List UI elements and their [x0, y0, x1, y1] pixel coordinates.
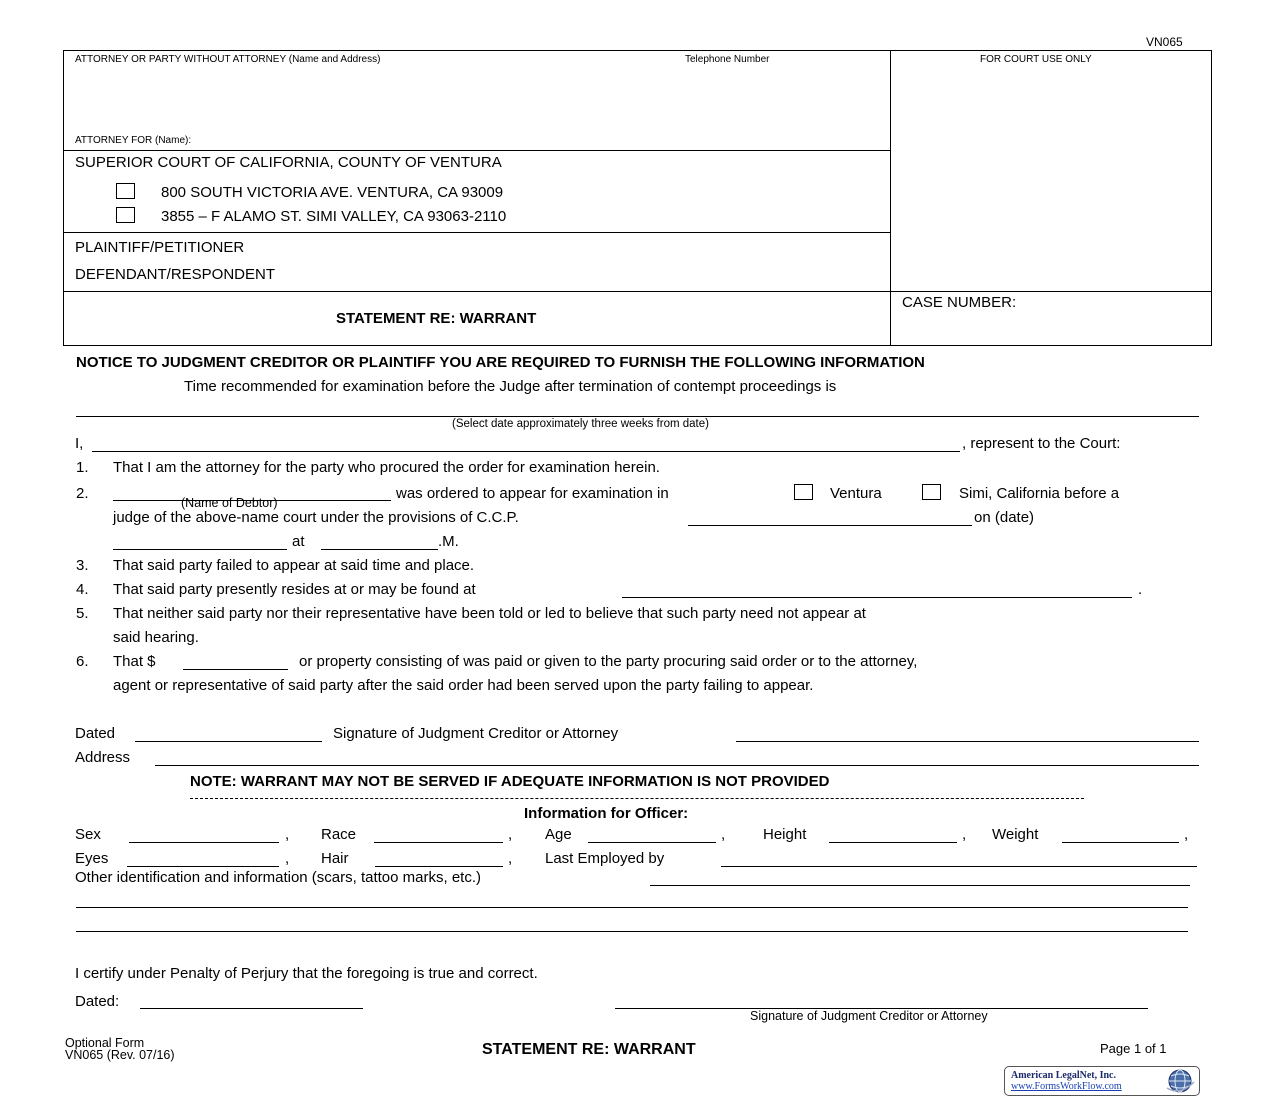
comma-5: , [1184, 826, 1189, 843]
item2-ordered-text: was ordered to appear for examination in [396, 485, 669, 502]
at-label: at [292, 533, 305, 550]
item1-text: That I am the attorney for the party who procured the order for examination herein. [113, 459, 660, 476]
item6-that: That $ [113, 653, 156, 670]
item4-num: 4. [76, 581, 89, 598]
ventura-checkbox[interactable] [794, 484, 813, 500]
ventura-label: Ventura [830, 485, 882, 502]
notice-time-text: Time recommended for examination before the Judge after termination of contempt proceedings is [184, 378, 837, 395]
footer-title: STATEMENT RE: WARRANT [482, 1041, 696, 1058]
signature-label: Signature of Judgment Creditor or Attorney [333, 725, 619, 742]
comma-2: , [508, 826, 513, 843]
notice-heading: NOTICE TO JUDGMENT CREDITOR OR PLAINTIFF YOU ARE REQUIRED TO FURNISH THE FOLLOWING INFORMATION [76, 354, 925, 371]
officer-heading: Information for Officer: [524, 805, 689, 822]
other-id-field[interactable] [650, 885, 1190, 886]
header-divider [890, 50, 891, 346]
other-id-line-3[interactable] [76, 931, 1188, 932]
item4-text: That said party presently resides at or may be found at [113, 581, 476, 598]
header-rule-2 [63, 232, 890, 233]
certify-dated-line[interactable] [140, 1008, 363, 1009]
select-date-hint: (Select date approximately three weeks from date) [452, 418, 709, 430]
height-field[interactable] [829, 842, 957, 843]
name-of-debtor-hint: (Name of Debtor) [181, 496, 278, 510]
item2-num: 2. [76, 485, 89, 502]
item3-text: That said party failed to appear at said time and place. [113, 557, 475, 574]
item6-line2: agent or representative of said party after the said order had been served upon the party failing to appear. [113, 677, 814, 694]
amount-line[interactable] [183, 669, 288, 670]
hair-field[interactable] [375, 866, 503, 867]
race-label: Race [321, 826, 357, 843]
court-use-label: FOR COURT USE ONLY [980, 54, 1092, 65]
case-number-label: CASE NUMBER: [902, 294, 1017, 311]
item1-num: 1. [76, 459, 89, 476]
attorney-label: ATTORNEY OR PARTY WITHOUT ATTORNEY (Name and Address) [75, 54, 381, 65]
item4-end: . [1138, 581, 1143, 598]
race-field[interactable] [374, 842, 503, 843]
other-id-line-2[interactable] [76, 907, 1188, 908]
form-revision: VN065 (Rev. 07/16) [65, 1048, 175, 1062]
address1: 800 SOUTH VICTORIA AVE. VENTURA, CA 93009 [161, 184, 504, 201]
address-line[interactable] [155, 765, 1199, 766]
comma-3: , [721, 826, 726, 843]
simi-label: Simi, California before a [959, 485, 1120, 502]
age-label: Age [545, 826, 572, 843]
page-number: Page 1 of 1 [1100, 1041, 1167, 1056]
dated-line[interactable] [135, 741, 322, 742]
eyes-field[interactable] [127, 866, 279, 867]
logo-url[interactable]: www.FormsWorkFlow.com [1011, 1081, 1122, 1092]
signature-line[interactable] [736, 741, 1199, 742]
exam-date-field[interactable] [113, 549, 287, 550]
simi-checkbox[interactable] [922, 484, 941, 500]
telephone-label: Telephone Number [685, 54, 770, 65]
hair-label: Hair [321, 850, 349, 867]
globe-icon [1165, 1068, 1195, 1094]
i-label: I, [75, 435, 84, 452]
address-label: Address [75, 749, 131, 766]
address1-checkbox[interactable] [116, 183, 135, 199]
form-code: VN065 [1146, 35, 1183, 49]
ccp-line[interactable] [688, 525, 972, 526]
item5-line1: That neither said party nor their representative have been told or led to believe that such party need not appear at [113, 605, 866, 622]
warrant-note: NOTE: WARRANT MAY NOT BE SERVED IF ADEQUATE INFORMATION IS NOT PROVIDED [190, 773, 830, 790]
age-field[interactable] [588, 842, 716, 843]
comma-4: , [962, 826, 967, 843]
comma-7: , [508, 850, 513, 867]
header-rule-3 [63, 291, 1212, 292]
item6-num: 6. [76, 653, 89, 670]
weight-label: Weight [992, 826, 1039, 843]
exam-date-line[interactable] [76, 416, 1199, 417]
represent-text: , represent to the Court: [962, 435, 1121, 452]
certify-dated-label: Dated: [75, 993, 120, 1010]
plaintiff-label: PLAINTIFF/PETITIONER [75, 239, 245, 256]
dated-label: Dated [75, 725, 116, 742]
eyes-label: Eyes [75, 850, 109, 867]
sex-label: Sex [75, 826, 101, 843]
certify-text: I certify under Penalty of Perjury that the foregoing is true and correct. [75, 965, 538, 982]
am-pm-label: .M. [438, 533, 459, 550]
form-title: STATEMENT RE: WARRANT [336, 310, 537, 327]
comma-6: , [285, 850, 290, 867]
certify-signature-caption: Signature of Judgment Creditor or Attorney [750, 1009, 988, 1023]
item3-num: 3. [76, 557, 89, 574]
residence-line[interactable] [622, 597, 1132, 598]
on-date-label: on (date) [974, 509, 1035, 526]
address2-checkbox[interactable] [116, 207, 135, 223]
height-label: Height [763, 826, 807, 843]
comma-1: , [285, 826, 290, 843]
americanlegalnet-logo[interactable] [1004, 1066, 1200, 1096]
optional-form-label: Optional Form [65, 1036, 145, 1050]
weight-field[interactable] [1062, 842, 1179, 843]
attorney-for-label: ATTORNEY FOR (Name): [75, 135, 192, 146]
note-dashed-rule [190, 798, 1084, 799]
item2-line2: judge of the above-name court under the provisions of C.C.P. [113, 509, 519, 526]
logo-company-name: American LegalNet, Inc. [1011, 1070, 1116, 1081]
court-name: SUPERIOR COURT OF CALIFORNIA, COUNTY OF VENTURA [75, 154, 502, 171]
item5-line2: said hearing. [113, 629, 199, 646]
item6-rest: or property consisting of was paid or given to the party procuring said order or to the attorney, [299, 653, 918, 670]
last-employed-field[interactable] [721, 866, 1197, 867]
item5-num: 5. [76, 605, 89, 622]
attorney-name-line[interactable] [92, 451, 960, 452]
address2: 3855 – F ALAMO ST. SIMI VALLEY, CA 93063-2110 [161, 208, 507, 225]
sex-field[interactable] [129, 842, 279, 843]
last-employed-label: Last Employed by [545, 850, 665, 867]
header-rule-1 [63, 150, 890, 151]
exam-time-field[interactable] [321, 549, 438, 550]
defendant-label: DEFENDANT/RESPONDENT [75, 266, 276, 283]
other-id-label: Other identification and information (scars, tattoo marks, etc.) [75, 869, 482, 886]
